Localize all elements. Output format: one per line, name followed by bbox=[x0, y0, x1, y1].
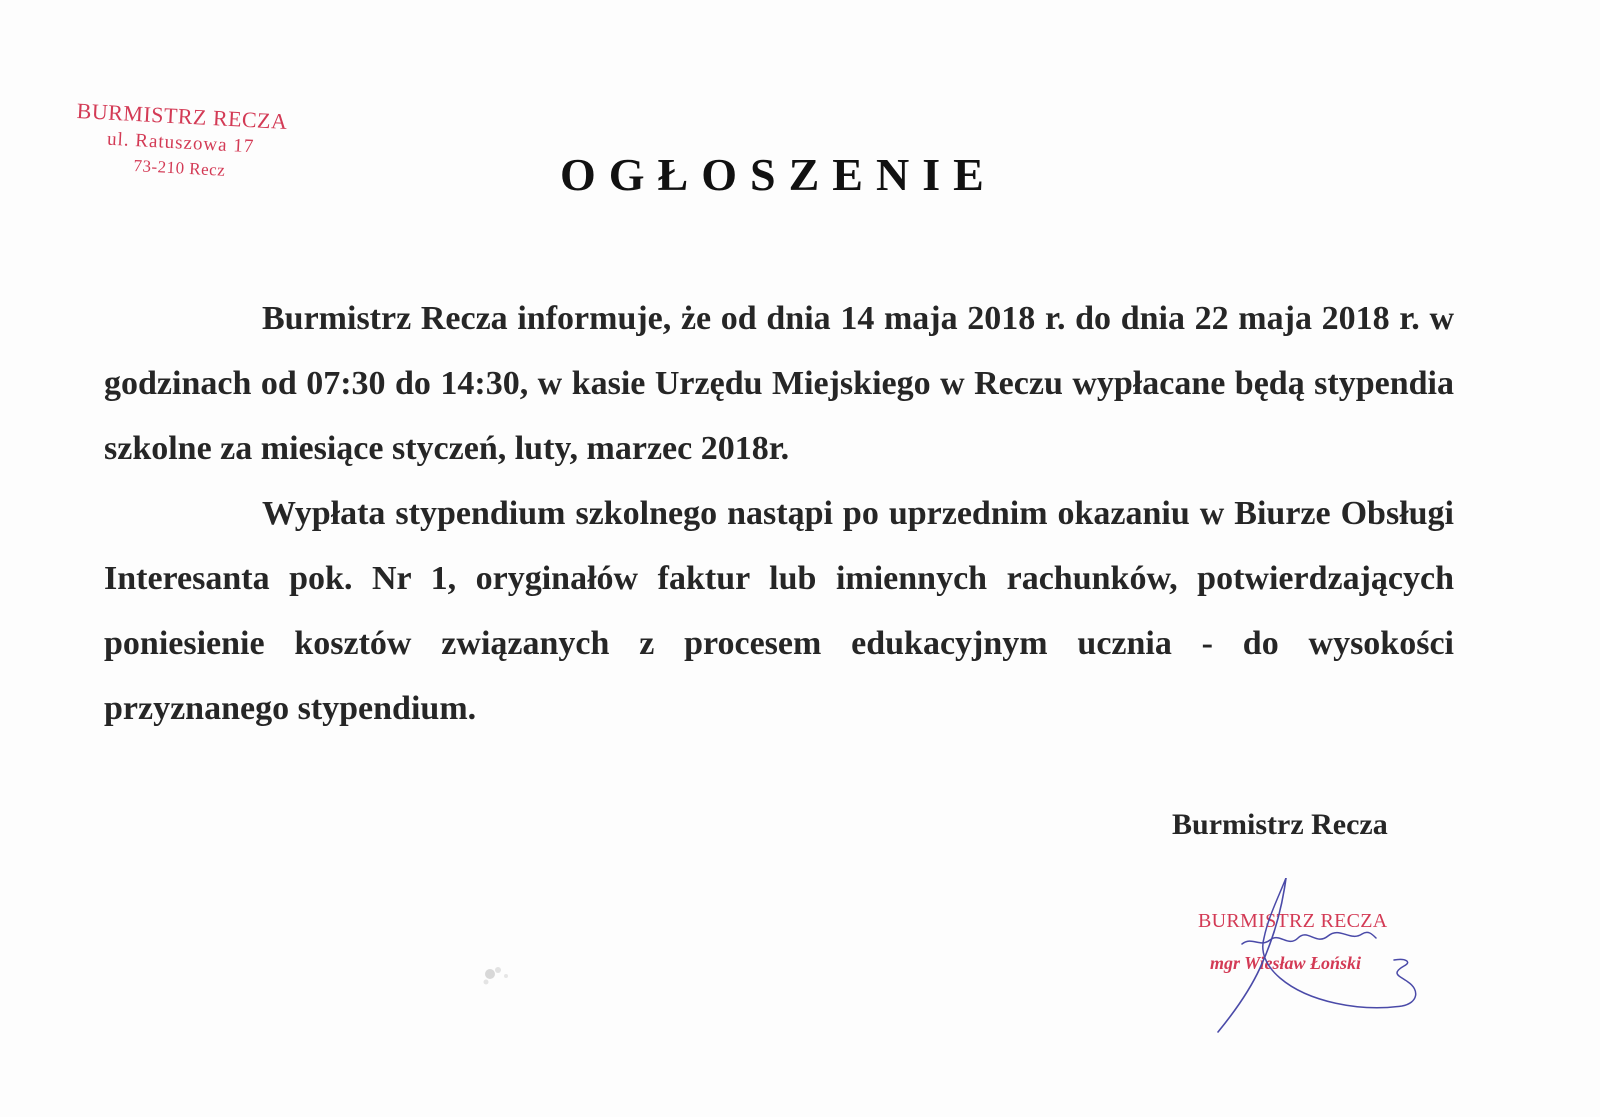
stamp-office-name: BURMISTRZ RECZA bbox=[76, 98, 289, 135]
announcement-body bbox=[104, 286, 1454, 741]
scan-speck bbox=[476, 960, 520, 990]
stamp-street: ul. Ratuszowa 17 bbox=[106, 128, 255, 158]
name-stamp-person: mgr Wiesław Łoński bbox=[1210, 953, 1362, 973]
address-stamp bbox=[54, 96, 308, 187]
document-title: OGŁOSZENIE bbox=[560, 149, 997, 200]
name-stamp-office: BURMISTRZ RECZA bbox=[1198, 910, 1388, 932]
stamp-postal-city: 73-210 Recz bbox=[133, 156, 226, 180]
handwritten-signature bbox=[1190, 878, 1450, 1038]
paragraph-payment-conditions: Wypłata stypendium szkolnego nastąpi po uprzednim okazaniu w Biurze Obsługi Interesanta pok. Nr 1, oryginałów faktur lub imiennych rachunków, potwierdzających poniesienie kosztów związanych z procesem edukacyjnym ucznia - do wysokości przyznanego stypendium. bbox=[104, 495, 1454, 727]
signatory-title: Burmistrz Recza bbox=[1172, 808, 1388, 841]
paragraph-payment-dates: Burmistrz Recza informuje, że od dnia 14 maja 2018 r. do dnia 22 maja 2018 r. w godzinach od 07:30 do 14:30, w kasie Urzędu Miejskiego w Reczu wypłacane będą stypendia szkolne za miesiące styczeń, luty, marzec 2018r. bbox=[104, 300, 1454, 467]
